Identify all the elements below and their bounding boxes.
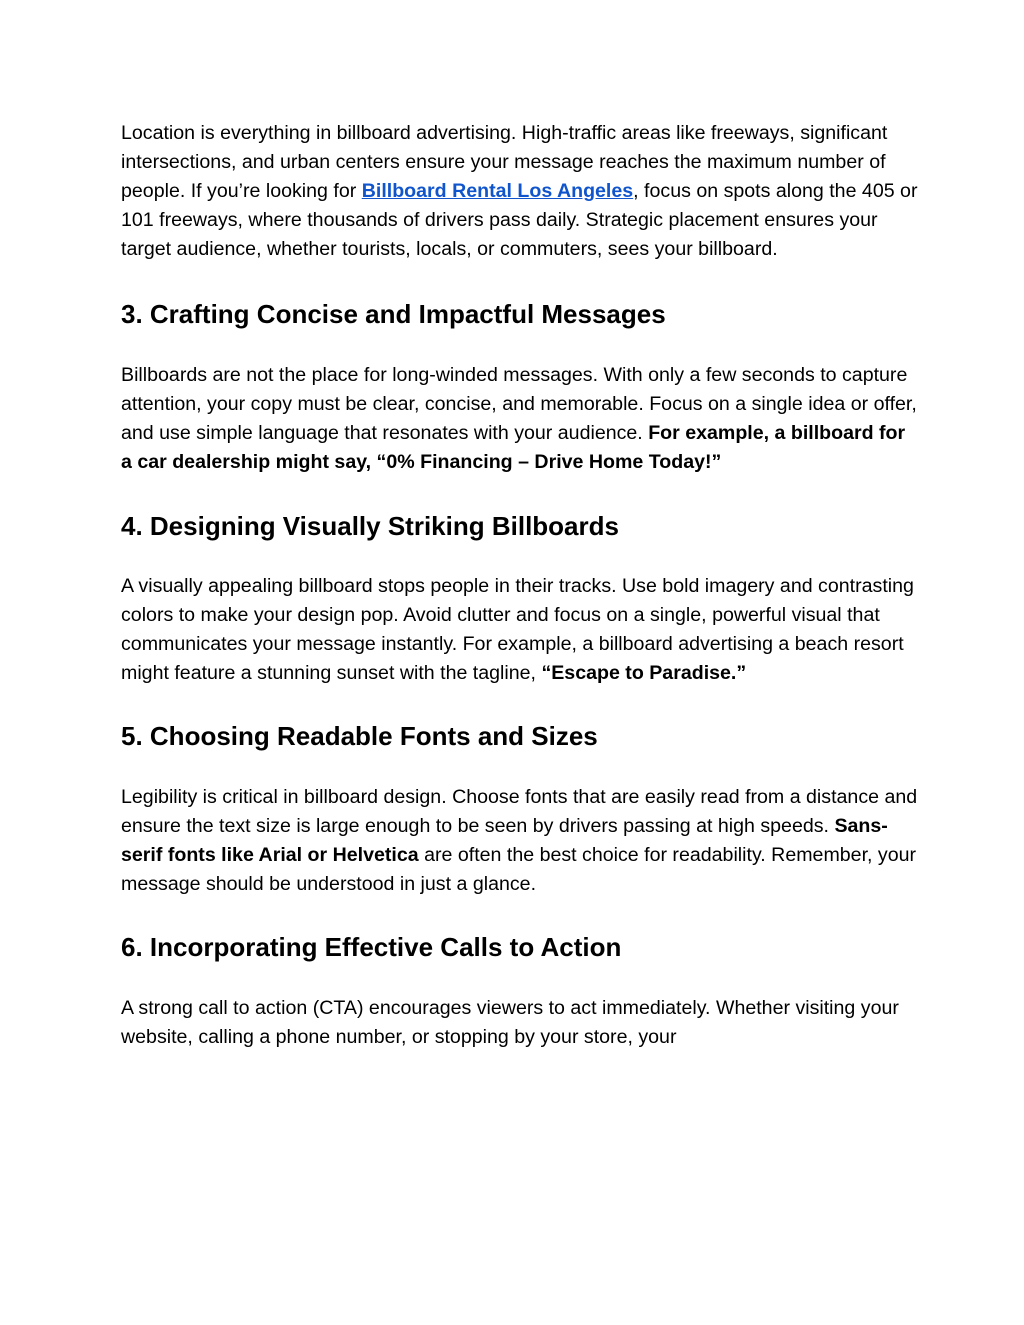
paragraph-fonts-text-2: are often the best choice for readability. Remember, your message should be understood in just a glance. (121, 844, 917, 895)
paragraph-fonts-text-1: Legibility is critical in billboard design. Choose fonts that are easily read from a distance and ensure the text size is large enough to be seen by drivers passing at high speeds. (121, 786, 918, 837)
paragraph-location-text-1: Location is everything in billboard advertising. High-traffic areas like freeways, significant intersections, and urban centers ensure your message reaches the maximum number of people. If you’re looking for (121, 122, 888, 202)
heading-readable-fonts: 5. Choosing Readable Fonts and Sizes (121, 721, 598, 751)
paragraph-location-text-2: , focus on spots along the 405 or 101 freeways, where thousands of drivers pass daily. Strategic placement ensures your target audience, whether tourists, locals, or commuters, sees your billboard. (121, 180, 918, 260)
billboard-rental-link[interactable]: Billboard Rental Los Angeles (361, 180, 634, 202)
paragraph-fonts (121, 783, 921, 899)
paragraph-location (121, 119, 921, 264)
paragraph-messages-bold: For example, a billboard for a car dealership might say, “0% Financing – Drive Home Today!” (121, 422, 906, 473)
paragraph-cta (121, 994, 921, 1052)
paragraph-fonts-bold: Sans-serif fonts like Arial or Helvetica (121, 815, 888, 866)
paragraph-design-bold: “Escape to Paradise.” (541, 662, 747, 684)
heading-crafting-messages: 3. Crafting Concise and Impactful Messages (121, 299, 666, 329)
paragraph-cta-text: A strong call to action (CTA) encourages viewers to act immediately. Whether visiting your website, calling a phone number, or stopping by your store, your (121, 997, 899, 1048)
heading-designing-billboards: 4. Designing Visually Striking Billboards (121, 511, 619, 541)
paragraph-messages (121, 361, 921, 477)
heading-calls-to-action: 6. Incorporating Effective Calls to Action (121, 932, 622, 962)
paragraph-messages-text: Billboards are not the place for long-winded messages. With only a few seconds to capture attention, your copy must be clear, concise, and memorable. Focus on a single idea or offer, and use simple language that resonates with your audience. (121, 364, 917, 444)
paragraph-design (121, 572, 921, 688)
paragraph-design-text: A visually appealing billboard stops people in their tracks. Use bold imagery and contrasting colors to make your design pop. Avoid clutter and focus on a single, powerful visual that communicates your message instantly. For example, a billboard advertising a beach resort might feature a stunning sunset with the tagline, (121, 575, 914, 684)
document-page (121, 119, 921, 1052)
